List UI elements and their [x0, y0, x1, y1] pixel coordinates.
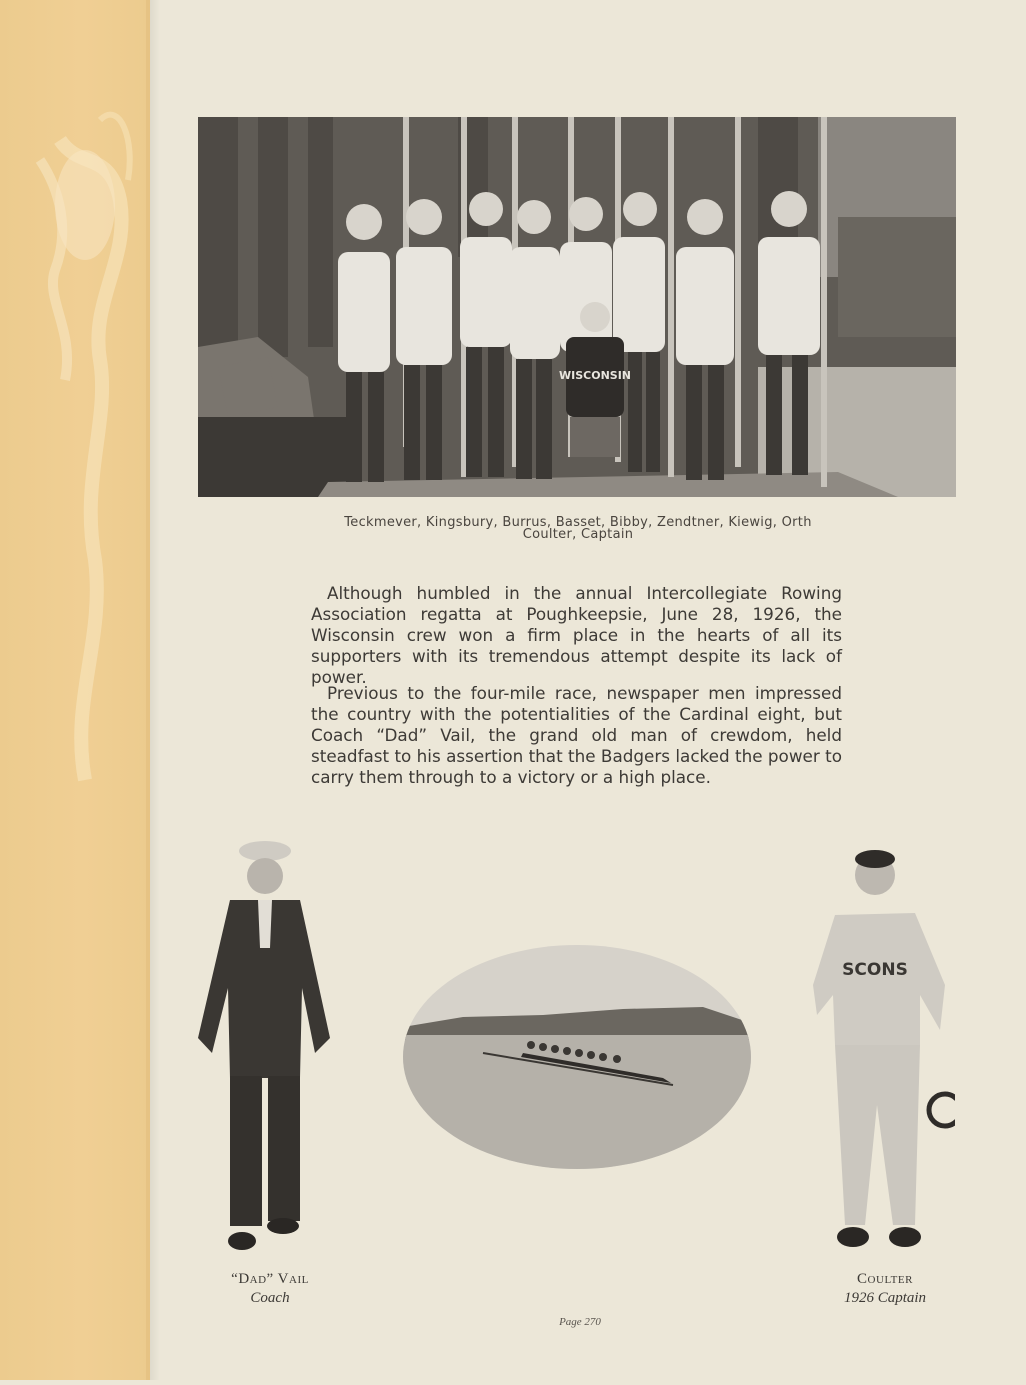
paragraph-1: Although humbled in the annual Intercollegiate Rowing Association regatta at Poughkeepsie, June 28, 1926, the Wisconsin crew won a firm place in the hearts of all its supporters with its tremendous attempt despite its lack of power.: [311, 583, 842, 687]
coach-photo: [190, 838, 340, 1258]
captain-name-label: Coulter: [857, 1271, 913, 1287]
tree-illustration: [0, 0, 150, 1380]
page-fold-shadow: [150, 0, 160, 1380]
captain-role-label: 1926 Captain: [843, 1290, 927, 1306]
coach-role-label: Coach: [250, 1290, 290, 1306]
crew-photo: [198, 117, 956, 497]
paragraph-2: Previous to the four-mile race, newspaper men impressed the country with the potentialities of the Cardinal eight, but Coach “Dad” Vail, the grand old man of crewdom, held steadfast to his assertion that the Badgers lacked the power to carry them through to a victory or a high place.: [311, 683, 842, 787]
crew-photo-caption-captain: Coulter, Captain: [522, 527, 634, 542]
rowing-boat-photo: [403, 945, 751, 1169]
decorative-margin: [0, 0, 150, 1380]
coxswain-jersey-text: WISCONSIN: [559, 369, 631, 382]
captain-photo: [805, 845, 955, 1260]
captain-sweater-text: SCONS: [842, 960, 908, 980]
crew-photo-caption-names: Teckmever, Kingsbury, Burrus, Basset, Bibby, Zendtner, Kiewig, Orth: [344, 515, 812, 530]
coach-name-label: “Dad” Vail: [231, 1271, 309, 1287]
page-number: Page 270: [559, 1316, 601, 1328]
